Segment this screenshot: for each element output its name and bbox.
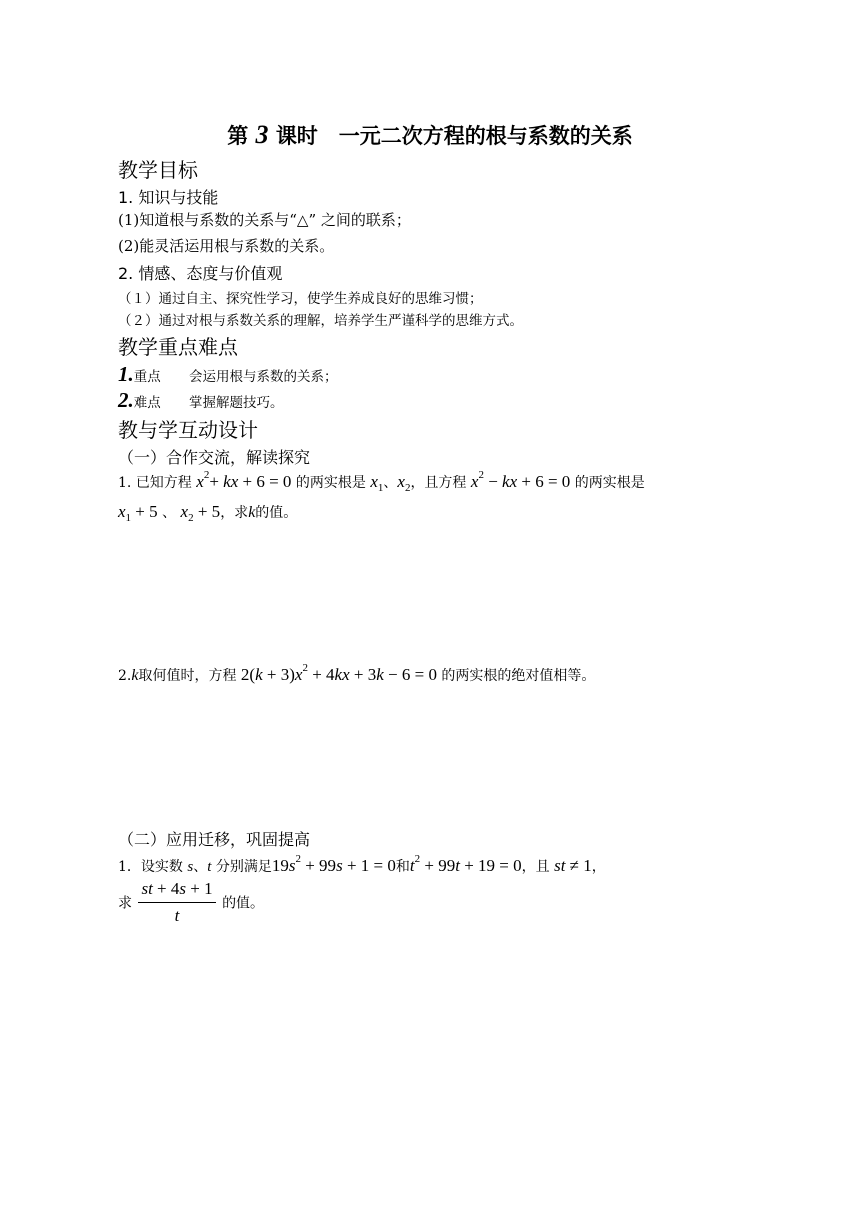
variable-k: k <box>248 504 256 521</box>
goal-item-2: (2)能灵活运用根与系数的关系。 <box>118 237 335 255</box>
problem-2-text: 的两实根的绝对值相等。 <box>441 668 596 684</box>
fraction-numerator: st + 4s + 1 <box>138 879 215 903</box>
difficult-point-text: 掌握解题技巧。 <box>189 395 284 411</box>
subheading-emotion-values: 2. 情感、态度与价值观 <box>118 264 283 283</box>
section-heading-interactive-design: 教与学互动设计 <box>118 418 258 442</box>
condition-st-not-1: st ≠ 1 <box>554 856 592 875</box>
part2-heading: （二）应用迁移，巩固提高 <box>118 830 311 849</box>
difficult-point-number: 2. <box>118 388 134 412</box>
fraction-expression <box>138 879 215 926</box>
root-x1-plus-5: $x_1 + 5$ <box>118 502 158 524</box>
problem-1-line-2: $x_1 + 5$ 、 $x_2 + 5$，求k的值。 <box>118 502 298 524</box>
variable-s: s <box>187 859 194 875</box>
problem-1-text: 的两实根是 <box>295 475 366 491</box>
difficult-point-label: 难点 <box>133 395 161 411</box>
problem-2 <box>118 662 596 685</box>
problem-2-text: 取何值时，方程 <box>138 668 237 684</box>
equation-4: $19s^2 + 99s + 1 = 0$ <box>271 853 396 875</box>
problem-1-line-1: 1. 已知方程 $x^2+$ kx + 6 = 0 的两实根是 $x_1$、$x_2$，且方程 $x^2$ − kx + 6 = 0 的两实根是 <box>118 469 645 494</box>
value-item-2: （２）通过对根与系数关系的理解，培养学生严谨科学的思维方式。 <box>118 313 523 329</box>
section-heading-goals: 教学目标 <box>118 158 198 182</box>
value-item-1: （１）通过自主、探究性学习，使学生养成良好的思维习惯； <box>118 291 483 307</box>
difficult-point-line <box>118 388 284 413</box>
part1-heading: （一）合作交流，解读探究 <box>118 448 311 467</box>
problem-3-number: 1． <box>118 859 141 875</box>
title-text: 课时 一元二次方程的根与系数的关系 <box>275 124 633 148</box>
equation-1: $x^2+$ kx + 6 = 0 <box>196 469 292 491</box>
problem-3-line-1: 1．设实数 s、t 分别满足$19s^2 + 99s + 1 = 0$和$t^2 + 99t + 19 = 0$，且 st ≠ 1， <box>118 853 606 875</box>
key-point-label: 重点 <box>133 369 161 385</box>
title-lesson-number: 3 <box>255 120 269 149</box>
equation-3: $2(k + 3)x^2 + 4kx + 3k - 6 = 0$ <box>240 662 437 684</box>
variable-t: t <box>207 859 212 875</box>
key-point-line <box>118 362 338 387</box>
equation-2: $x^2$ − kx + 6 = 0 <box>470 469 571 491</box>
root-x1: $x_1$ <box>370 472 384 494</box>
problem-1-text: 的两实根是 <box>574 475 645 491</box>
title-prefix: 第 <box>227 124 249 148</box>
key-point-text: 会运用根与系数的关系； <box>189 369 338 385</box>
root-x2: $x_2$ <box>397 472 411 494</box>
problem-1-number: 1. <box>118 475 132 491</box>
problem-2-number: 2. <box>118 668 132 684</box>
fraction-denominator: t <box>174 906 180 925</box>
section-heading-key-points: 教学重点难点 <box>118 335 238 359</box>
subheading-knowledge-skills: 1. 知识与技能 <box>118 188 219 207</box>
problem-3-line-2: 求 $\frac{st + 4s + 1}{t}$ 的值。 <box>118 879 265 925</box>
root-x2-plus-5: $x_2 + 5$ <box>180 502 221 524</box>
equation-5: $t^2 + 99t + 19 = 0$ <box>409 853 522 875</box>
key-point-number: 1. <box>118 362 134 386</box>
variable-k: k <box>131 667 139 684</box>
goal-item-1: (1)知道根与系数的关系与“△” 之间的联系； <box>118 211 411 229</box>
page-title <box>0 120 860 150</box>
problem-1-text: 已知方程 <box>135 475 192 491</box>
